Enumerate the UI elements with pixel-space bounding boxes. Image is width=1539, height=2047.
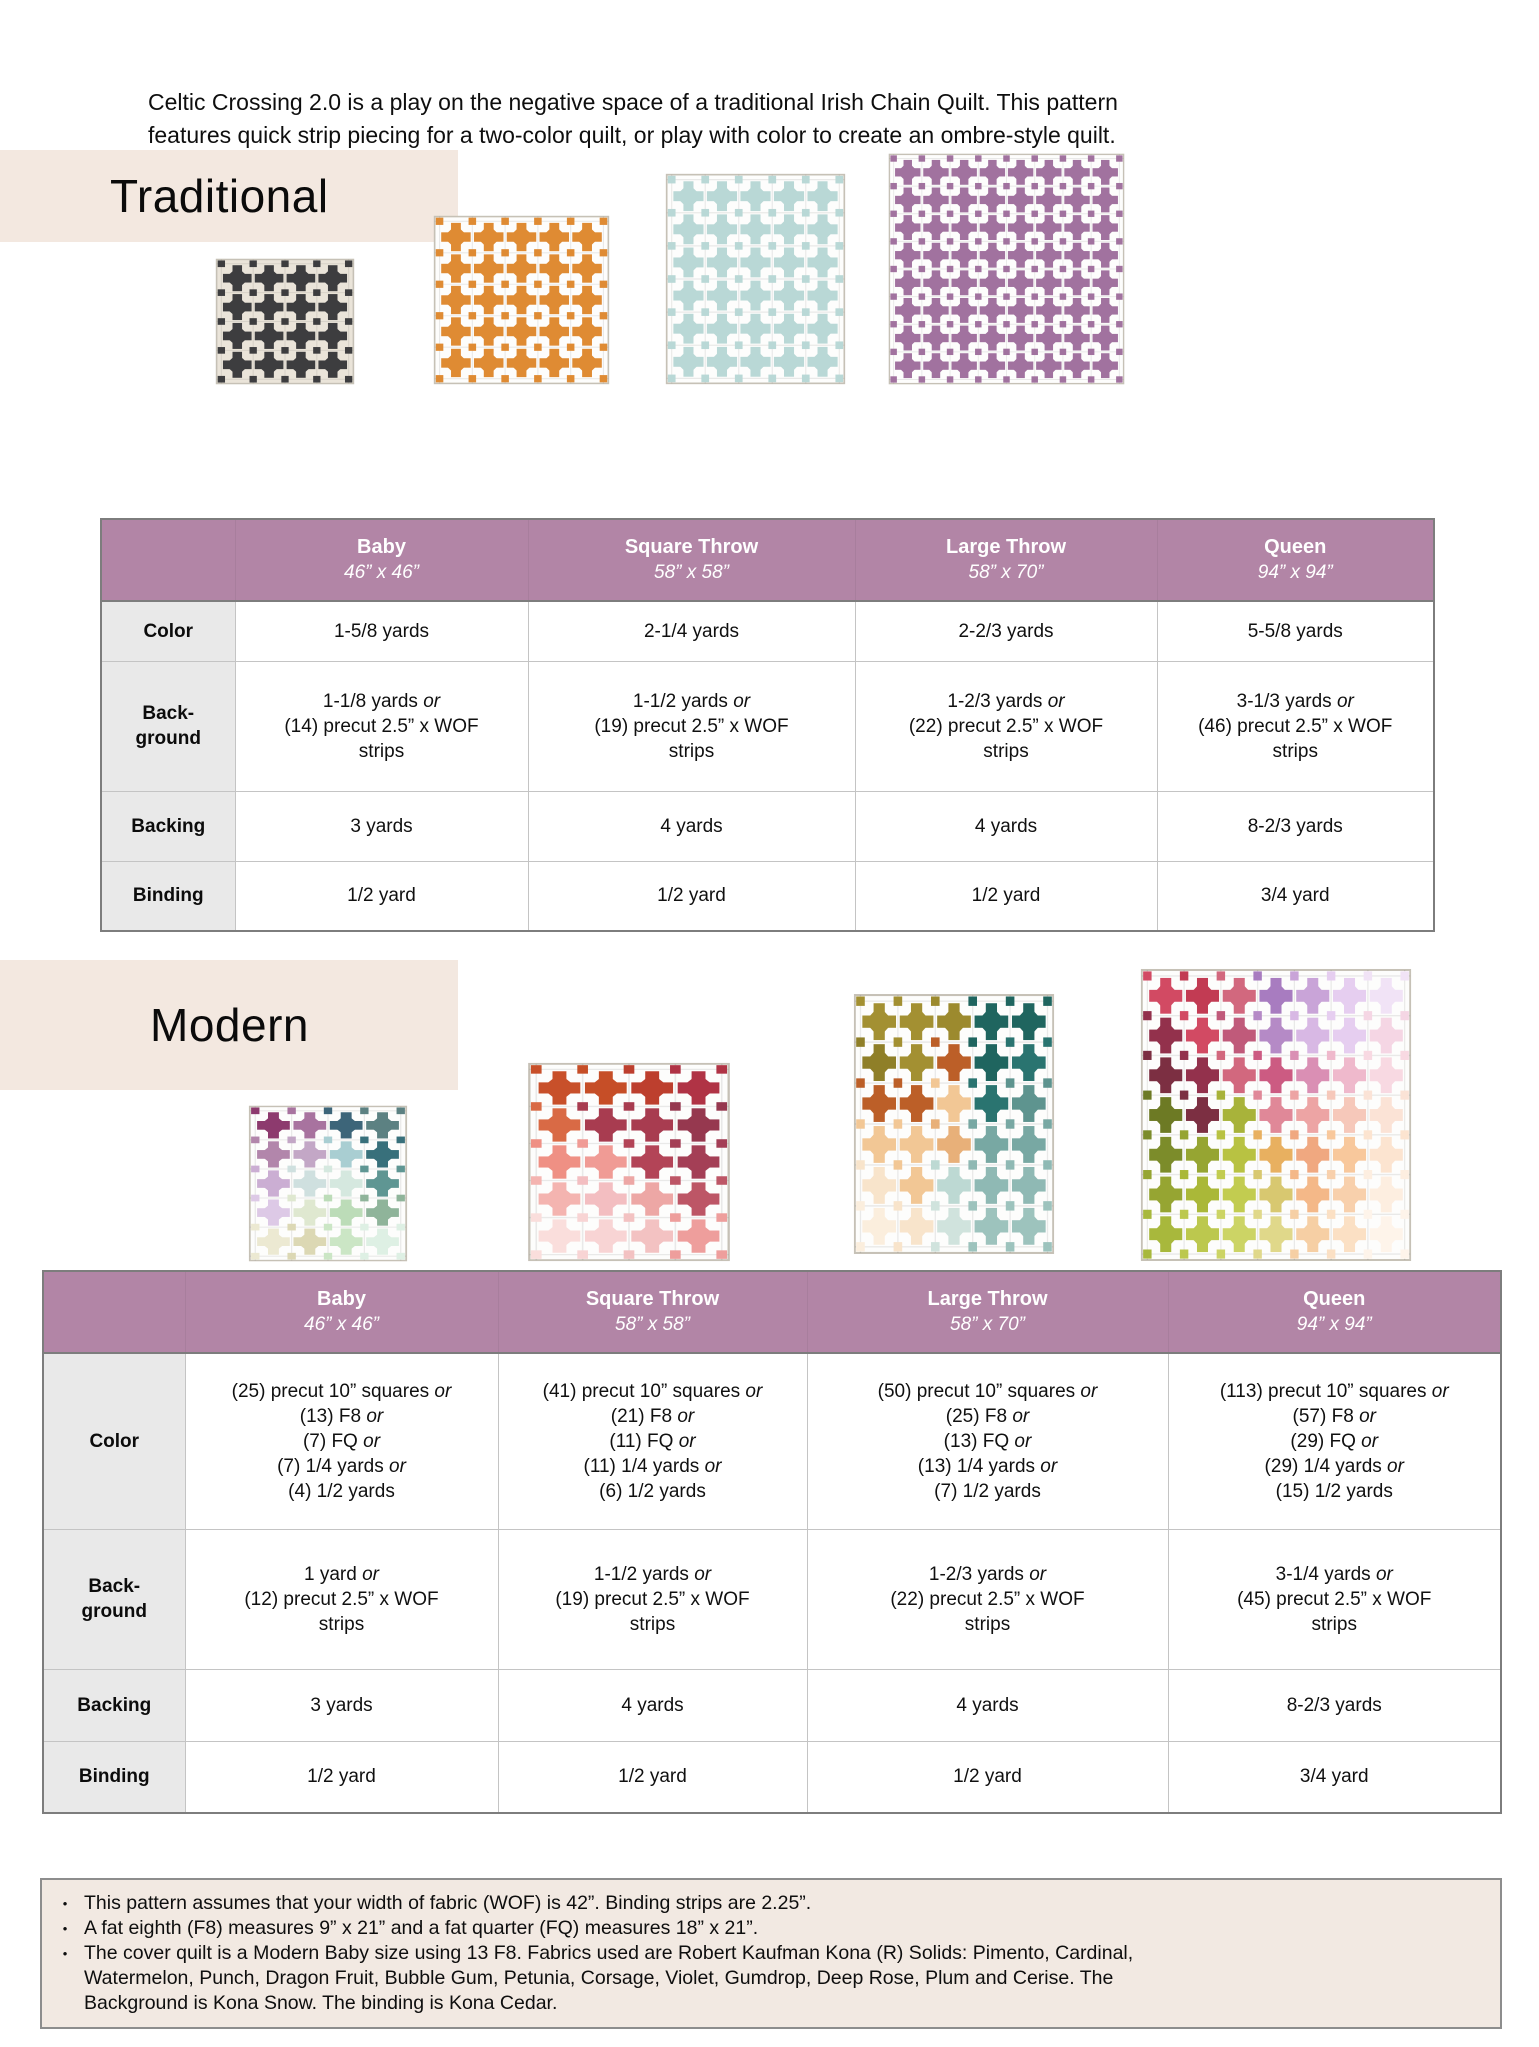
traditional-queen-quilt-preview [888,153,1125,385]
table-cell: 3 yards [235,791,528,861]
intro-text [148,86,1118,152]
size-column-header: Baby 46” x 46” [235,519,528,601]
table-cell: 4 yards [528,791,855,861]
table-cell: 1/2 yard [855,861,1157,931]
modern-baby-quilt-preview [248,1105,408,1262]
table-corner-cell [101,519,235,601]
size-column-header: Baby 46” x 46” [185,1271,498,1353]
modern-square-throw-quilt-preview [527,1062,731,1262]
size-column-header: Queen 94” x 94” [1168,1271,1501,1353]
note-item [58,1916,1482,1941]
note-text: The cover quilt is a Modern Baby size using 13 F8. Fabrics used are Robert Kaufman Kona (R) Solids: Pimento, Cardinal, Watermelon, Punch, Dragon Fruit, Bubble Gum, Petunia, Corsage, Violet, Gumdrop, Deep Rose, Plum and Cerise. The Background is Kona Snow. The binding is Kona Cedar. [84,1942,1134,2014]
table-cell: 1/2 yard [498,1741,807,1813]
traditional-baby-quilt-svg [215,258,355,385]
bullet-dot: • [62,1921,68,1936]
table-cell: 4 yards [807,1669,1168,1741]
traditional-large-throw-quilt-svg [665,173,846,385]
table-cell: 1/2 yard [528,861,855,931]
row-label: Backing [101,791,235,861]
table-cell: 4 yards [855,791,1157,861]
table-cell: 8-2/3 yards [1168,1669,1501,1741]
size-column-header: Large Throw 58” x 70” [807,1271,1168,1353]
row-label: Binding [43,1741,185,1813]
table-cell: 4 yards [498,1669,807,1741]
table-cell: 1-2/3 yards or (22) precut 2.5” x WOF strips [807,1529,1168,1669]
traditional-square-throw-quilt-preview [433,215,610,385]
table-cell: 3-1/4 yards or (45) precut 2.5” x WOF strips [1168,1529,1501,1669]
table-cell: 3/4 yard [1168,1741,1501,1813]
row-label: Color [101,601,235,661]
table-cell: 1 yard or (12) precut 2.5” x WOF strips [185,1529,498,1669]
table-cell: 1-1/2 yards or (19) precut 2.5” x WOF strips [498,1529,807,1669]
table-header-row [43,1271,1501,1353]
row-label: Back- ground [101,661,235,791]
modern-section-banner [0,960,458,1090]
table-cell: (113) precut 10” squares or (57) F8 or (29) FQ or (29) 1/4 yards or (15) 1/2 yards [1168,1353,1501,1529]
table-cell: 2-1/4 yards [528,601,855,661]
size-column-header: Queen 94” x 94” [1157,519,1434,601]
table-row [101,861,1434,931]
table-row [101,791,1434,861]
traditional-heading: Traditional [110,170,329,222]
table-row [43,1741,1501,1813]
notes-list [58,1891,1482,2016]
table-cell: 2-2/3 yards [855,601,1157,661]
row-label: Color [43,1353,185,1529]
traditional-queen-quilt-svg [888,153,1125,385]
table-cell: 3 yards [185,1669,498,1741]
modern-queen-quilt-preview [1140,968,1412,1262]
intro-line-2: features quick strip piecing for a two-color quilt, or play with color to create an ombre-style quilt. [148,122,1116,148]
size-column-header: Square Throw 58” x 58” [498,1271,807,1353]
size-column-header: Square Throw 58” x 58” [528,519,855,601]
table-corner-cell [43,1271,185,1353]
table-cell: 3-1/3 yards or (46) precut 2.5” x WOF strips [1157,661,1434,791]
table-cell: 1/2 yard [807,1741,1168,1813]
table-row [101,661,1434,791]
table-header-row [101,519,1434,601]
table-cell: 1/2 yard [235,861,528,931]
table-row [101,601,1434,661]
size-column-header: Large Throw 58” x 70” [855,519,1157,601]
table-cell: (41) precut 10” squares or (21) F8 or (11) FQ or (11) 1/4 yards or (6) 1/2 yards [498,1353,807,1529]
modern-large-throw-quilt-svg [853,993,1055,1255]
row-label: Back- ground [43,1529,185,1669]
modern-baby-quilt-svg [248,1105,408,1262]
table-cell: 1-2/3 yards or (22) precut 2.5” x WOF strips [855,661,1157,791]
bullet-dot: • [62,1896,68,1911]
note-text: A fat eighth (F8) measures 9” x 21” and a fat quarter (FQ) measures 18” x 21”. [84,1917,759,1939]
table-cell: (25) precut 10” squares or (13) F8 or (7) FQ or (7) 1/4 yards or (4) 1/2 yards [185,1353,498,1529]
table-cell: 1-1/2 yards or (19) precut 2.5” x WOF strips [528,661,855,791]
traditional-baby-quilt-preview [215,258,355,385]
table-row [43,1669,1501,1741]
modern-square-throw-quilt-svg [527,1062,731,1262]
traditional-square-throw-quilt-svg [433,215,610,385]
table-row [43,1529,1501,1669]
notes-box [40,1878,1502,2029]
modern-queen-quilt-svg [1140,968,1412,1262]
table-cell: 3/4 yard [1157,861,1434,931]
modern-large-throw-quilt-preview [853,993,1055,1255]
note-text: This pattern assumes that your width of fabric (WOF) is 42”. Binding strips are 2.25”. [84,1892,812,1914]
traditional-large-throw-quilt-preview [665,173,846,385]
traditional-fabric-requirements-table [100,518,1435,932]
table-cell: 1-5/8 yards [235,601,528,661]
table-cell: 1-1/8 yards or (14) precut 2.5” x WOF strips [235,661,528,791]
table-cell: 1/2 yard [185,1741,498,1813]
table-cell: 8-2/3 yards [1157,791,1434,861]
row-label: Binding [101,861,235,931]
table-row [43,1353,1501,1529]
intro-line-1: Celtic Crossing 2.0 is a play on the negative space of a traditional Irish Chain Quilt. This pattern [148,89,1118,115]
table-cell: 5-5/8 yards [1157,601,1434,661]
modern-fabric-requirements-table [42,1270,1502,1814]
traditional-section-banner [0,150,458,242]
row-label: Backing [43,1669,185,1741]
note-item [58,1941,1482,2016]
bullet-dot: • [62,1946,68,1961]
note-item [58,1891,1482,1916]
modern-heading: Modern [150,999,309,1051]
table-cell: (50) precut 10” squares or (25) F8 or (13) FQ or (13) 1/4 yards or (7) 1/2 yards [807,1353,1168,1529]
